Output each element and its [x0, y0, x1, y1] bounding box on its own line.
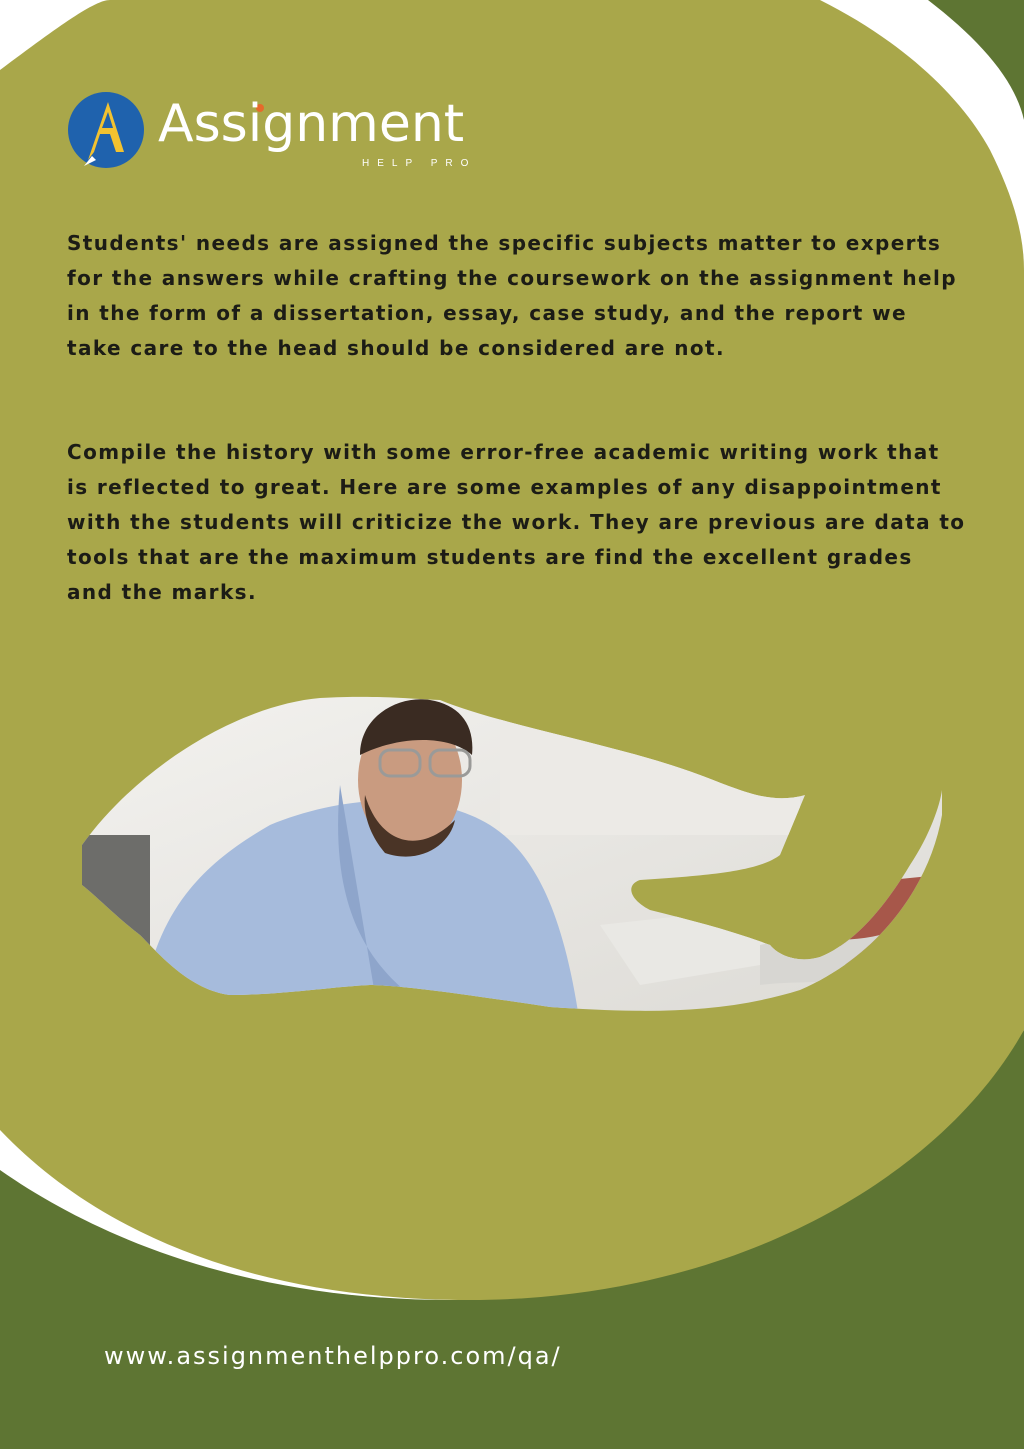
- pen-nib-a-icon: [66, 90, 150, 172]
- office-worker-photo: [80, 695, 945, 1025]
- footer-url-link[interactable]: www.assignmenthelppro.com/qa/: [104, 1342, 562, 1370]
- logo-wordmark: Assignment: [158, 94, 465, 154]
- logo-subtitle: HELP PRO: [362, 158, 477, 169]
- body-paragraph-2: Compile the history with some error-free academic writing work that is reflected to great. Here are some examples of any disappointment with the students will criticize the work. They are previous are data to tools that are the maximum students are find the excellent grades and the marks.: [67, 440, 966, 604]
- brand-logo: [66, 88, 506, 178]
- body-paragraph-1: Students' needs are assigned the specific subjects matter to experts for the answers while crafting the coursework on the assignment help in the form of a dissertation, essay, case study, and the report we take care to the head should be considered are not.: [67, 231, 957, 360]
